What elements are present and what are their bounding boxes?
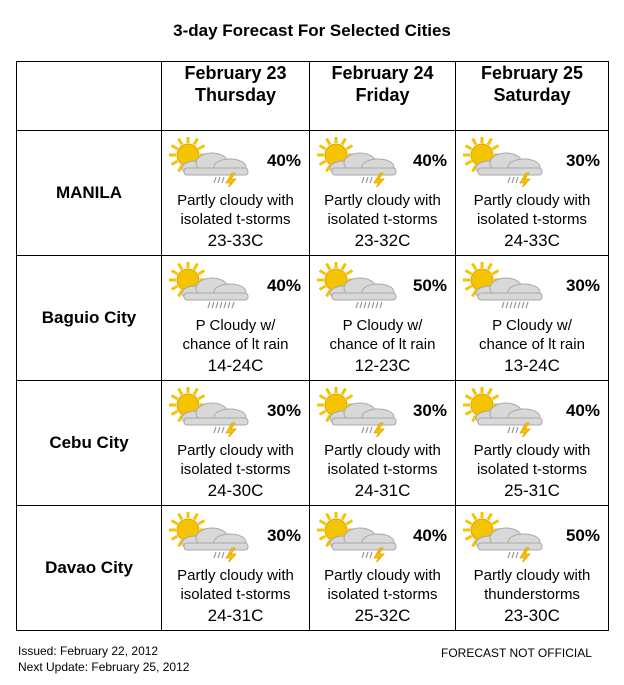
partly-cloudy-thunderstorm-icon: [314, 387, 404, 437]
temperature-range: 13-24C: [504, 356, 560, 375]
description-line: P Cloudy w/: [195, 317, 276, 334]
header-row: [17, 62, 609, 131]
rain-chance: 30%: [565, 151, 600, 170]
description-line: chance of lt rain: [329, 336, 436, 353]
partly-cloudy-rain-icon: [460, 262, 550, 312]
description-line: Partly cloudy with: [177, 442, 294, 459]
forecast-cell: [456, 256, 609, 381]
description-line: Partly cloudy with: [324, 567, 441, 584]
description-line: P Cloudy w/: [342, 317, 423, 334]
day-header: [310, 62, 456, 131]
temperature-range: 23-32C: [354, 231, 411, 250]
description-line: isolated t-storms: [327, 461, 438, 478]
description-line: P Cloudy w/: [492, 317, 572, 334]
partly-cloudy-thunderstorm-icon: [166, 137, 256, 187]
forecast-description: [310, 316, 455, 354]
rain-chance: 40%: [565, 401, 600, 420]
temperature-range: 24-31C: [207, 606, 264, 625]
description-line: isolated t-storms: [327, 586, 438, 603]
temperature-range: 24-30C: [207, 481, 264, 500]
forecast-cell: [456, 381, 609, 506]
forecast-cell: [162, 381, 310, 506]
forecast-description: [162, 316, 309, 354]
description-line: thunderstorms: [484, 586, 580, 603]
description-line: isolated t-storms: [327, 211, 438, 228]
partly-cloudy-thunderstorm-icon: [314, 512, 404, 562]
description-line: Partly cloudy with: [324, 442, 441, 459]
temperature-range: 24-31C: [354, 481, 411, 500]
temperature-range: 25-31C: [504, 481, 560, 500]
forecast-cell: [310, 506, 456, 631]
temperature-range: 25-32C: [354, 606, 411, 625]
day-date: February 23: [184, 63, 287, 83]
forecast-description: [310, 441, 455, 479]
rain-chance: 40%: [266, 276, 301, 295]
next-update: Next Update: February 25, 2012: [18, 660, 190, 674]
day-header: [162, 62, 310, 131]
forecast-cell: [162, 506, 310, 631]
city-name: Cebu City: [17, 381, 162, 506]
description-line: isolated t-storms: [476, 211, 588, 228]
partly-cloudy-thunderstorm-icon: [314, 137, 404, 187]
forecast-description: [310, 191, 455, 229]
description-line: Partly cloudy with: [177, 567, 294, 584]
rain-chance: 50%: [412, 276, 447, 295]
forecast-cell: [310, 381, 456, 506]
temperature-range: 24-33C: [504, 231, 560, 250]
forecast-description: [456, 566, 608, 604]
description-line: isolated t-storms: [180, 461, 291, 478]
city-row: [17, 256, 609, 381]
day-date: February 24: [331, 63, 434, 83]
rain-chance: 30%: [266, 401, 301, 420]
city-row: [17, 381, 609, 506]
temperature-range: 12-23C: [354, 356, 411, 375]
forecast-cell: [456, 506, 609, 631]
description-line: Partly cloudy with: [473, 442, 591, 459]
forecast-cell: [310, 256, 456, 381]
partly-cloudy-thunderstorm-icon: [460, 137, 550, 187]
forecast-cell: [162, 131, 310, 256]
description-line: Partly cloudy with: [177, 192, 294, 209]
city-row: [17, 131, 609, 256]
partly-cloudy-thunderstorm-icon: [166, 387, 256, 437]
partly-cloudy-thunderstorm-icon: [460, 512, 550, 562]
description-line: isolated t-storms: [476, 461, 588, 478]
forecast-description: [456, 316, 608, 354]
forecast-table: [16, 61, 609, 631]
rain-chance: 50%: [565, 526, 600, 545]
rain-chance: 40%: [412, 151, 447, 170]
forecast-description: [310, 566, 455, 604]
forecast-description: [162, 441, 309, 479]
city-name: MANILA: [17, 131, 162, 256]
city-name: Baguio City: [17, 256, 162, 381]
rain-chance: 40%: [412, 526, 447, 545]
city-row: [17, 506, 609, 631]
forecast-cell: [162, 256, 310, 381]
temperature-range: 14-24C: [207, 356, 264, 375]
day-weekday: Saturday: [493, 85, 571, 105]
description-line: Partly cloudy with: [473, 567, 591, 584]
day-date: February 25: [480, 63, 584, 83]
day-header: [456, 62, 609, 131]
description-line: chance of lt rain: [182, 336, 289, 353]
description-line: chance of lt rain: [479, 336, 585, 353]
city-name: Davao City: [17, 506, 162, 631]
day-weekday: Thursday: [194, 85, 277, 105]
partly-cloudy-rain-icon: [314, 262, 404, 312]
disclaimer: FORECAST NOT OFFICIAL: [441, 646, 592, 660]
rain-chance: 30%: [565, 276, 600, 295]
corner-cell: [17, 62, 162, 131]
temperature-range: 23-33C: [207, 231, 264, 250]
forecast-description: [162, 191, 309, 229]
forecast-cell: [310, 131, 456, 256]
day-weekday: Friday: [355, 85, 410, 105]
description-line: isolated t-storms: [180, 211, 291, 228]
forecast-description: [162, 566, 309, 604]
forecast-cell: [456, 131, 609, 256]
rain-chance: 40%: [266, 151, 301, 170]
description-line: Partly cloudy with: [473, 192, 591, 209]
description-line: Partly cloudy with: [324, 192, 441, 209]
partly-cloudy-rain-icon: [166, 262, 256, 312]
temperature-range: 23-30C: [504, 606, 560, 625]
page-title: 3-day Forecast For Selected Cities: [173, 21, 451, 40]
forecast-description: [456, 191, 608, 229]
description-line: isolated t-storms: [180, 586, 291, 603]
issued-date: Issued: February 22, 2012: [18, 644, 159, 658]
rain-chance: 30%: [266, 526, 301, 545]
partly-cloudy-thunderstorm-icon: [166, 512, 256, 562]
rain-chance: 30%: [412, 401, 447, 420]
partly-cloudy-thunderstorm-icon: [460, 387, 550, 437]
forecast-description: [456, 441, 608, 479]
